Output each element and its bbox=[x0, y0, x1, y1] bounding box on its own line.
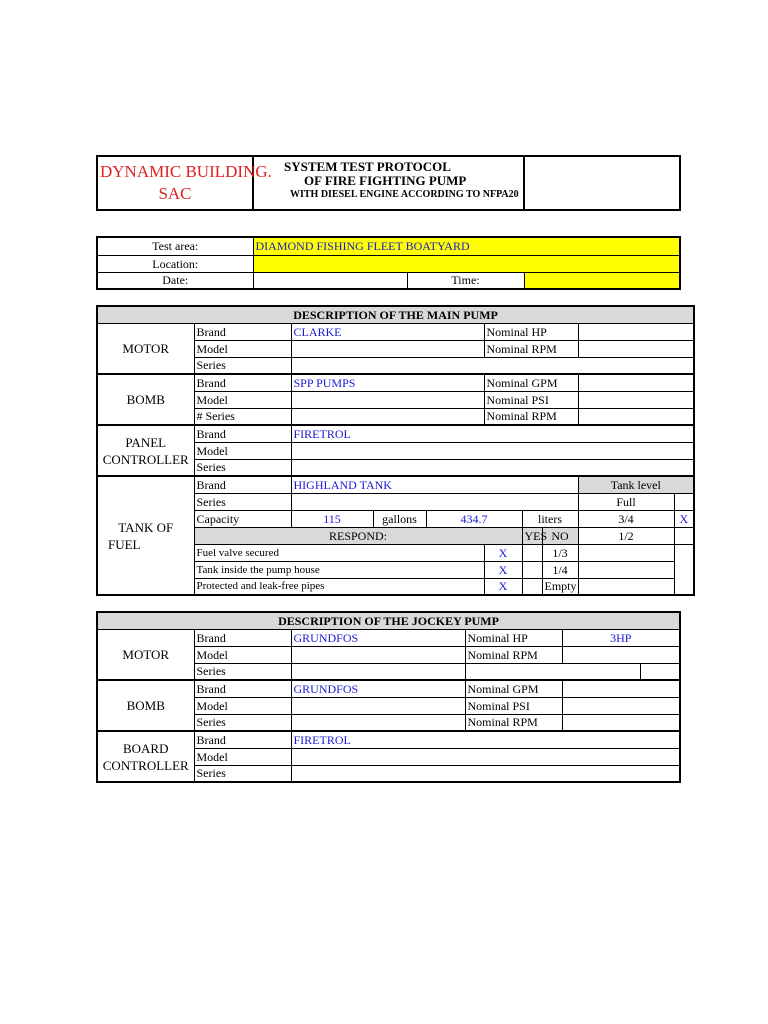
jockey-bomb-rpm-field[interactable] bbox=[562, 714, 680, 731]
main-panel-model-label: Model bbox=[194, 442, 291, 459]
main-panel-series-label: Series bbox=[194, 459, 291, 476]
main-bomb-gpm-label: Nominal GPM bbox=[484, 374, 578, 391]
main-motor-label: MOTOR bbox=[97, 323, 194, 374]
main-tank-label-line-2: FUEL bbox=[108, 536, 141, 552]
title-line-3: WITH DIESEL ENGINE ACCORDING TO NFPA20 bbox=[290, 189, 519, 200]
respond-header: RESPOND: bbox=[194, 527, 522, 544]
main-bomb-psi-label: Nominal PSI bbox=[484, 391, 578, 408]
jockey-bomb-label: BOMB bbox=[97, 680, 194, 731]
check-pipes-yes[interactable]: X bbox=[484, 578, 522, 595]
main-motor-model-label: Model bbox=[194, 340, 291, 357]
time-label: Time: bbox=[407, 272, 524, 289]
tank-capacity-label: Capacity bbox=[194, 510, 291, 527]
tank-level-1-3-mark[interactable] bbox=[578, 544, 674, 561]
company-line-1: DYNAMIC BUILDING. bbox=[100, 162, 272, 181]
jockey-board-series-label: Series bbox=[194, 765, 291, 782]
main-panel-series-field[interactable] bbox=[291, 459, 694, 476]
tank-capacity-gallons-field[interactable]: 115 bbox=[291, 510, 373, 527]
main-bomb-rpm-field[interactable] bbox=[578, 408, 694, 425]
main-panel-brand-label: Brand bbox=[194, 425, 291, 442]
jockey-motor-brand-label: Brand bbox=[194, 629, 291, 646]
main-tank-label-line-1: TANK OF bbox=[118, 519, 174, 535]
main-motor-brand-label: Brand bbox=[194, 323, 291, 340]
jockey-motor-series-label: Series bbox=[194, 663, 291, 680]
tank-level-empty-mark[interactable] bbox=[578, 578, 674, 595]
jockey-motor-label: MOTOR bbox=[97, 629, 194, 680]
respond-yes-header: YES bbox=[522, 527, 542, 544]
jockey-bomb-series-field[interactable] bbox=[291, 714, 465, 731]
test-area-label: Test area: bbox=[97, 237, 253, 255]
tank-capacity-liters-field[interactable]: 434.7 bbox=[426, 510, 522, 527]
jockey-motor-series-field[interactable] bbox=[291, 663, 465, 680]
main-bomb-gpm-field[interactable] bbox=[578, 374, 694, 391]
title-line-2: OF FIRE FIGHTING PUMP bbox=[304, 173, 467, 188]
respond-no-header: NO bbox=[542, 527, 578, 544]
main-bomb-brand-field[interactable]: SPP PUMPS bbox=[291, 374, 484, 391]
main-panel-label bbox=[97, 425, 194, 476]
title-line-1: SYSTEM TEST PROTOCOL bbox=[284, 159, 451, 174]
main-panel-label-line-1: PANEL bbox=[125, 434, 167, 450]
jockey-bomb-brand-label: Brand bbox=[194, 680, 291, 697]
jockey-bomb-gpm-label: Nominal GPM bbox=[465, 680, 562, 697]
location-field[interactable] bbox=[253, 255, 680, 272]
tank-liters-unit: liters bbox=[522, 510, 578, 527]
main-bomb-model-field[interactable] bbox=[291, 391, 484, 408]
tank-level-3-4-mark[interactable]: X bbox=[674, 510, 694, 527]
tank-level-3-4-label: 3/4 bbox=[578, 510, 674, 527]
main-pump-table bbox=[96, 305, 695, 596]
tank-level-header: Tank level bbox=[578, 476, 694, 493]
jockey-motor-model-field[interactable] bbox=[291, 646, 465, 663]
jockey-board-model-label: Model bbox=[194, 748, 291, 765]
tank-series-label: Series bbox=[194, 493, 291, 510]
main-pump-title: DESCRIPTION OF THE MAIN PUMP bbox=[97, 306, 694, 323]
main-bomb-brand-label: Brand bbox=[194, 374, 291, 391]
jockey-motor-hp-field[interactable]: 3HP bbox=[562, 629, 680, 646]
main-motor-hp-label: Nominal HP bbox=[484, 323, 578, 340]
info-table bbox=[96, 236, 681, 290]
test-area-field[interactable]: DIAMOND FISHING FLEET BOATYARD bbox=[253, 237, 680, 255]
jockey-bomb-model-field[interactable] bbox=[291, 697, 465, 714]
company-name bbox=[97, 156, 272, 210]
main-panel-label-line-2: CONTROLLER bbox=[102, 451, 189, 467]
location-label: Location: bbox=[97, 255, 253, 272]
jockey-board-label-line-1: BOARD bbox=[122, 740, 169, 756]
main-motor-brand-field[interactable]: CLARKE bbox=[291, 323, 484, 340]
jockey-pump-table bbox=[96, 611, 681, 783]
tank-brand-label: Brand bbox=[194, 476, 291, 493]
jockey-bomb-gpm-field[interactable] bbox=[562, 680, 680, 697]
main-bomb-rpm-label: Nominal RPM bbox=[484, 408, 578, 425]
jockey-motor-series-field-3[interactable] bbox=[640, 663, 680, 680]
jockey-board-label-line-2: CONTROLLER bbox=[102, 757, 189, 773]
main-bomb-psi-field[interactable] bbox=[578, 391, 694, 408]
jockey-board-label bbox=[97, 731, 194, 782]
main-motor-hp-field[interactable] bbox=[578, 323, 694, 340]
jockey-bomb-rpm-label: Nominal RPM bbox=[465, 714, 562, 731]
jockey-motor-series-field-2[interactable] bbox=[465, 663, 640, 680]
main-motor-series-label: Series bbox=[194, 357, 291, 374]
jockey-bomb-brand-field[interactable]: GRUNDFOS bbox=[291, 680, 465, 697]
jockey-bomb-psi-label: Nominal PSI bbox=[465, 697, 562, 714]
tank-level-1-4-label: 1/4 bbox=[542, 561, 578, 578]
tank-level-1-2-label: 1/2 bbox=[578, 527, 674, 544]
check-fuel-valve-yes[interactable]: X bbox=[484, 544, 522, 561]
jockey-bomb-psi-field[interactable] bbox=[562, 697, 680, 714]
date-field[interactable] bbox=[253, 272, 407, 289]
main-motor-model-field[interactable] bbox=[291, 340, 484, 357]
check-tank-inside-yes[interactable]: X bbox=[484, 561, 522, 578]
main-bomb-model-label: Model bbox=[194, 391, 291, 408]
tank-brand-field[interactable]: HIGHLAND TANK bbox=[291, 476, 578, 493]
main-motor-rpm-label: Nominal RPM bbox=[484, 340, 578, 357]
tank-level-empty-label: Empty bbox=[542, 578, 578, 595]
main-tank-label bbox=[97, 476, 194, 595]
jockey-motor-rpm-label: Nominal RPM bbox=[465, 646, 562, 663]
tank-level-1-3-label: 1/3 bbox=[542, 544, 578, 561]
tank-level-full-mark[interactable] bbox=[674, 493, 694, 510]
check-pipes-no[interactable] bbox=[522, 578, 542, 595]
header-block bbox=[96, 155, 681, 211]
header-blank-cell bbox=[524, 156, 680, 210]
tank-gallons-unit: gallons bbox=[373, 510, 426, 527]
check-fuel-valve-no[interactable] bbox=[522, 544, 542, 561]
jockey-board-brand-field[interactable]: FIRETROL bbox=[291, 731, 680, 748]
document-title bbox=[253, 156, 524, 210]
main-motor-rpm-field[interactable] bbox=[578, 340, 694, 357]
jockey-bomb-model-label: Model bbox=[194, 697, 291, 714]
jockey-motor-model-label: Model bbox=[194, 646, 291, 663]
check-fuel-valve-label: Fuel valve secured bbox=[194, 544, 484, 561]
time-field[interactable] bbox=[524, 272, 680, 289]
tank-level-1-2-mark[interactable] bbox=[674, 527, 694, 544]
jockey-motor-brand-field[interactable]: GRUNDFOS bbox=[291, 629, 465, 646]
jockey-bomb-series-label: Series bbox=[194, 714, 291, 731]
main-bomb-label: BOMB bbox=[97, 374, 194, 425]
jockey-motor-rpm-field[interactable] bbox=[562, 646, 680, 663]
tank-level-1-4-mark[interactable] bbox=[578, 561, 674, 578]
main-bomb-series-field[interactable] bbox=[291, 408, 484, 425]
date-label: Date: bbox=[97, 272, 253, 289]
jockey-board-model-field[interactable] bbox=[291, 748, 680, 765]
main-panel-model-field[interactable] bbox=[291, 442, 694, 459]
check-tank-inside-no[interactable] bbox=[522, 561, 542, 578]
tank-series-field[interactable] bbox=[291, 493, 578, 510]
jockey-pump-title: DESCRIPTION OF THE JOCKEY PUMP bbox=[97, 612, 680, 629]
main-bomb-series-label: # Series bbox=[194, 408, 291, 425]
jockey-board-brand-label: Brand bbox=[194, 731, 291, 748]
check-pipes-label: Protected and leak-free pipes bbox=[194, 578, 484, 595]
check-tank-inside-label: Tank inside the pump house bbox=[194, 561, 484, 578]
company-line-2: SAC bbox=[158, 184, 192, 203]
main-panel-brand-field[interactable]: FIRETROL bbox=[291, 425, 694, 442]
jockey-motor-hp-label: Nominal HP bbox=[465, 629, 562, 646]
main-motor-series-field[interactable] bbox=[291, 357, 694, 374]
jockey-board-series-field[interactable] bbox=[291, 765, 680, 782]
tank-level-full-label: Full bbox=[578, 493, 674, 510]
